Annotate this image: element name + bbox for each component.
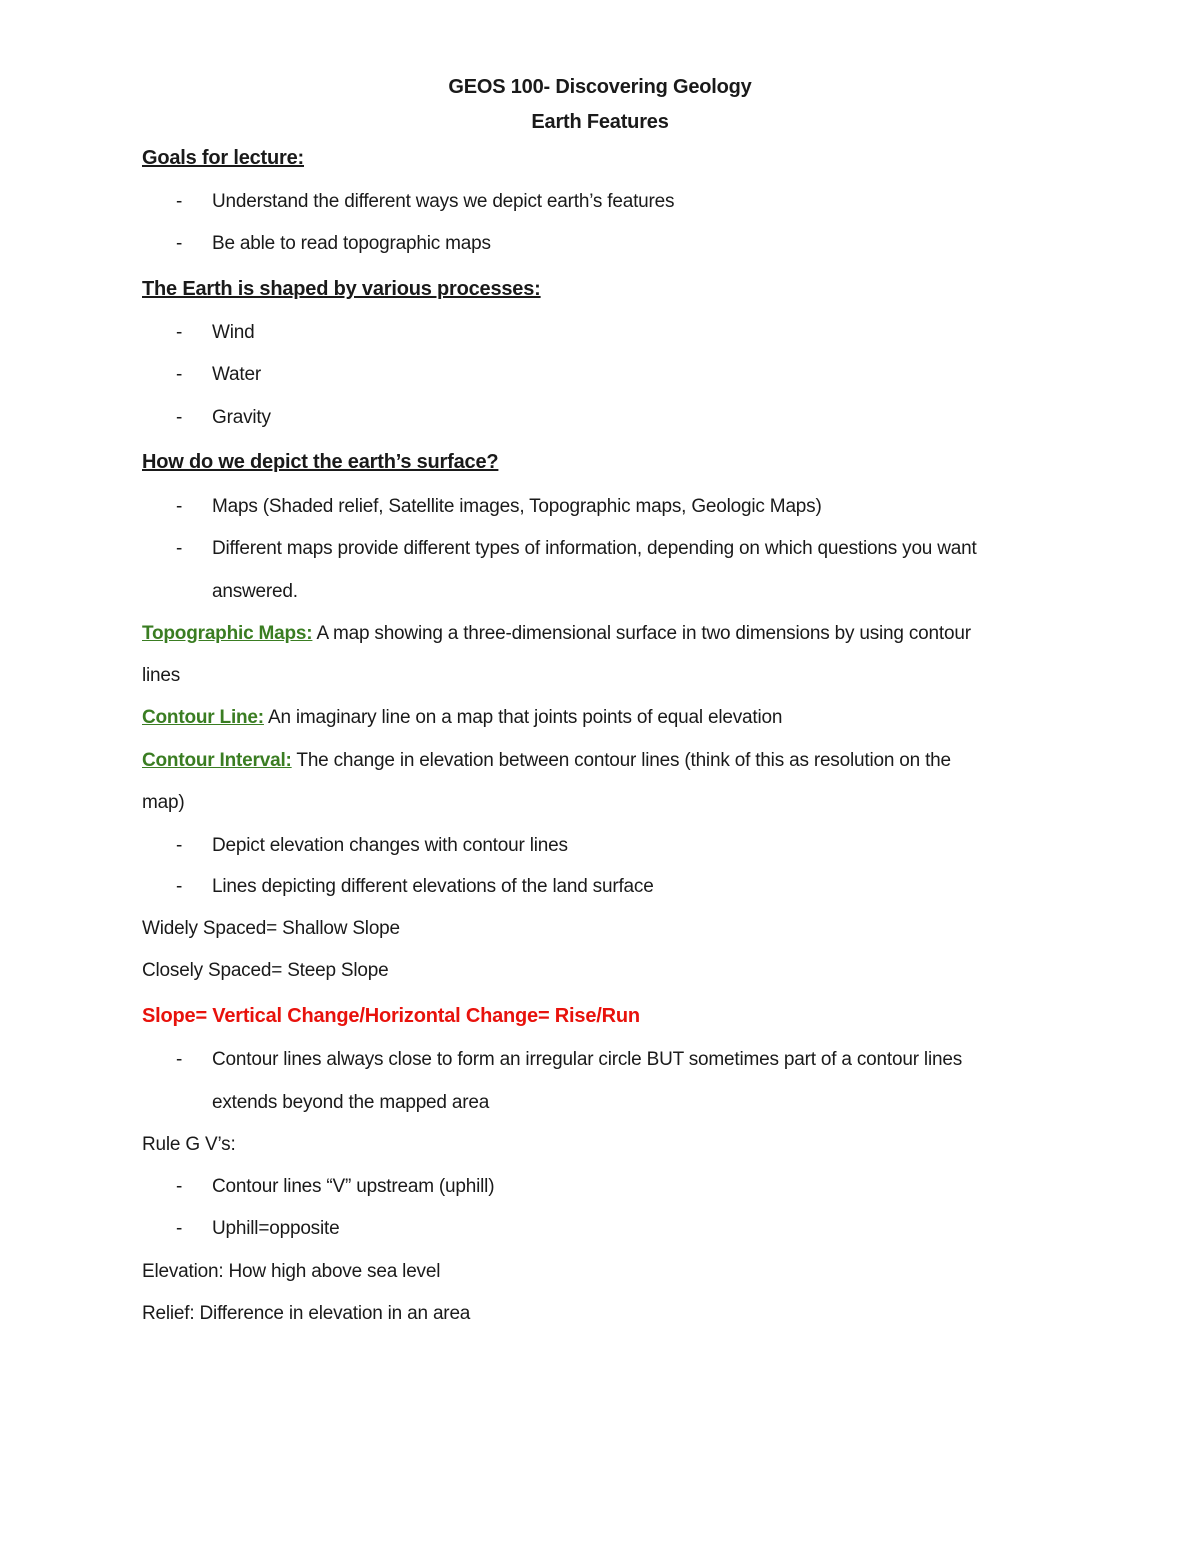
bullet-dash: - bbox=[176, 364, 183, 385]
topographic-maps-text: A map showing a three-dimensional surface in two dimensions by using contour bbox=[312, 623, 971, 644]
rule-item: Contour lines “V” upstream (uphill) bbox=[212, 1176, 495, 1197]
rule-item: Uphill=opposite bbox=[212, 1218, 340, 1239]
bullet-dash: - bbox=[176, 1049, 183, 1070]
topographic-maps-text-continued: lines bbox=[142, 665, 181, 686]
course-title: GEOS 100- Discovering Geology bbox=[448, 76, 752, 98]
contour-interval-item: Lines depicting different elevations of the land surface bbox=[212, 876, 654, 897]
goal-item: Understand the different ways we depict earth’s features bbox=[212, 191, 675, 212]
relief-definition: Relief: Difference in elevation in an area bbox=[142, 1303, 471, 1324]
contour-interval-item: Depict elevation changes with contour lines bbox=[212, 835, 568, 856]
bullet-dash: - bbox=[176, 496, 183, 517]
process-item: Water bbox=[212, 364, 261, 385]
contour-line-text: An imaginary line on a map that joints points of equal elevation bbox=[263, 707, 783, 728]
bullet-dash: - bbox=[176, 538, 183, 559]
process-item: Gravity bbox=[212, 407, 271, 428]
bullet-dash: - bbox=[176, 876, 183, 897]
closely-spaced-text: Closely Spaced= Steep Slope bbox=[142, 960, 389, 981]
bullet-dash: - bbox=[176, 1176, 183, 1197]
depict-item: Maps (Shaded relief, Satellite images, Topographic maps, Geologic Maps) bbox=[212, 496, 822, 517]
slope-formula: Slope= Vertical Change/Horizontal Change= Rise/Run bbox=[142, 1005, 640, 1027]
lecture-title: Earth Features bbox=[531, 111, 669, 133]
contour-interval-definition bbox=[142, 749, 951, 773]
bullet-dash: - bbox=[176, 1218, 183, 1239]
goal-item: Be able to read topographic maps bbox=[212, 233, 491, 254]
depict-item-continued: answered. bbox=[212, 581, 298, 602]
bullet-dash: - bbox=[176, 322, 183, 343]
topographic-maps-definition bbox=[142, 622, 971, 646]
widely-spaced-text: Widely Spaced= Shallow Slope bbox=[142, 918, 400, 939]
bullet-dash: - bbox=[176, 835, 183, 856]
contour-interval-text: The change in elevation between contour lines (think of this as resolution on the bbox=[291, 750, 951, 771]
topographic-maps-term: Topographic Maps: bbox=[142, 623, 313, 644]
depict-heading: How do we depict the earth’s surface? bbox=[142, 451, 499, 473]
contour-line-term: Contour Line: bbox=[142, 707, 264, 728]
contour-line-definition bbox=[142, 706, 782, 730]
contour-interval-text-continued: map) bbox=[142, 792, 185, 813]
bullet-dash: - bbox=[176, 191, 183, 212]
bullet-dash: - bbox=[176, 233, 183, 254]
rule-heading: Rule G V’s: bbox=[142, 1134, 236, 1155]
goals-heading: Goals for lecture: bbox=[142, 147, 304, 169]
elevation-definition: Elevation: How high above sea level bbox=[142, 1261, 441, 1282]
depict-item: Different maps provide different types of information, depending on which questions you want bbox=[212, 538, 977, 559]
process-item: Wind bbox=[212, 322, 255, 343]
contour-interval-term: Contour Interval: bbox=[142, 750, 292, 771]
bullet-dash: - bbox=[176, 407, 183, 428]
processes-heading: The Earth is shaped by various processes: bbox=[142, 278, 541, 300]
closure-text: Contour lines always close to form an irregular circle BUT sometimes part of a contour lines bbox=[212, 1049, 963, 1070]
closure-text-continued: extends beyond the mapped area bbox=[212, 1092, 490, 1113]
